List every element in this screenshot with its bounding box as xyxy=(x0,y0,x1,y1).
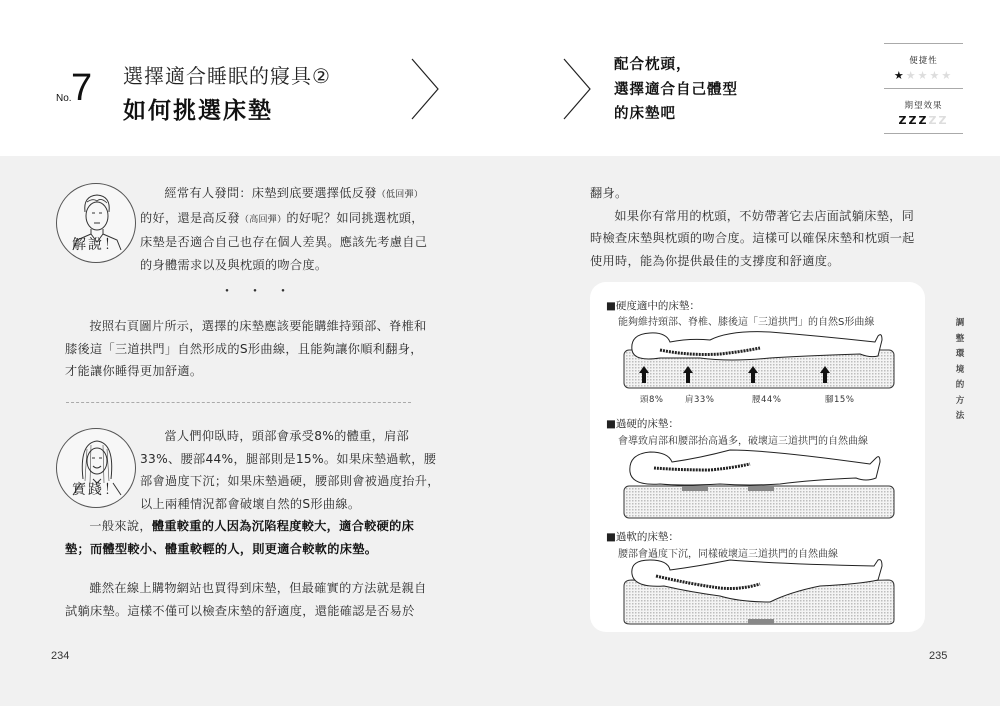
zzz-icon: Z xyxy=(908,114,919,127)
figure-section-desc: 會導致肩部和腰部抬高過多，破壞這三道拱門的自然曲線 xyxy=(618,436,868,447)
practice-paragraph: 當人們仰臥時，頭部會承受8%的體重，肩部33%、腰部44%，腿部則是15%。如果床墊過軟，腰部會過度下沉；如果床墊過硬，腰部則會被過度抬升，以上兩種情況都會破壞自然的S形曲線。 xyxy=(140,429,440,511)
figure-section-desc: 腰部會過度下沉，同樣破壞這三道拱門的自然曲線 xyxy=(618,549,838,560)
page-number-right: 235 xyxy=(929,650,948,662)
star-icon: ★ xyxy=(893,69,906,82)
figure-section-title: ■過軟的床墊： xyxy=(606,531,679,543)
emphasized-text: 體重較重的人因為沉陷程度較大，適合較硬的床墊；而體型較小、體重較輕的人，則更適合較軟的床墊。 xyxy=(65,519,415,556)
mattress-figure-card xyxy=(590,282,925,632)
chapter-side-tab: 調 整 環 境 的 方 法 xyxy=(955,318,965,421)
zzz-icon: Z xyxy=(928,114,939,127)
explain-paragraph: 經常有人發問：床墊到底要選擇低反發（低回彈）的好，還是高反發（高回彈）的好呢？如同挑選枕頭，床墊是否適合自己也存在個人差異。應該先考慮自己的身體需求以及與枕頭的吻合度。 xyxy=(140,186,428,272)
pressure-label-shoulder: 肩33% xyxy=(685,395,715,405)
tagline-line: 選擇適合自己體型 xyxy=(614,81,738,98)
star-icon: ★ xyxy=(929,69,942,82)
figure-section-title: ■硬度適中的床墊： xyxy=(606,300,700,312)
medium-mattress-diagram xyxy=(620,328,902,396)
zzz-rating xyxy=(884,114,963,127)
chapter-number: 7 xyxy=(71,67,93,109)
general-paragraph: 一般來說，體重較重的人因為沉陷程度較大，適合較硬的床墊；而體型較小、體重較輕的人，則更適合較軟的床墊。 xyxy=(65,519,415,556)
pressure-label-legs: 腳15% xyxy=(825,395,855,405)
right-intro-paragraph: 翻身。 如果你有常用的枕頭，不妨帶著它去店面試躺床墊，同時檢查床墊與枕頭的吻合度。這樣可以確保床墊和枕頭一起使用時，能為你提供最佳的支撐度和舒適度。 xyxy=(590,186,915,268)
chevron-right-icon xyxy=(562,58,592,120)
dashed-divider xyxy=(66,402,411,403)
rating-expected-effect xyxy=(884,89,963,133)
rating-label: 便捷性 xyxy=(909,56,938,66)
avatar-explain xyxy=(56,183,136,263)
zzz-icon: Z xyxy=(918,114,929,127)
rating-panel xyxy=(884,43,963,134)
star-rating xyxy=(884,69,963,82)
online-paragraph: 雖然在線上購物網站也買得到床墊，但最確實的方法就是親自試躺床墊。這樣不僅可以檢查床墊的舒適度，還能確認是否易於 xyxy=(65,581,427,618)
pressure-label-head: 頭8% xyxy=(640,395,664,405)
chapter-header xyxy=(0,0,1000,156)
figure-section-desc: 能夠維持頸部、脊椎、膝後這「三道拱門」的自然S形曲線 xyxy=(618,317,875,328)
firm-mattress-diagram xyxy=(620,446,902,526)
chapter-number-prefix: No. xyxy=(56,93,72,104)
chevron-right-icon xyxy=(410,58,440,120)
rating-convenience xyxy=(884,44,963,88)
page-number-left: 234 xyxy=(51,650,70,662)
pressure-label-waist: 腰44% xyxy=(752,395,782,405)
star-icon: ★ xyxy=(905,69,918,82)
avatar-practice xyxy=(56,428,136,508)
tagline-line: 配合枕頭， xyxy=(614,57,692,73)
chapter-subtitle: 選擇適合睡眠的寢具② xyxy=(123,64,331,88)
explain-badge: 解說！ xyxy=(72,237,120,253)
zzz-icon: Z xyxy=(938,114,949,127)
follow-paragraph: 按照右頁圖片所示，選擇的床墊應該要能購維持頸部、脊椎和膝後這「三道拱門」自然形成的S形曲線，且能夠讓你順利翻身，才能讓你睡得更加舒適。 xyxy=(65,319,427,378)
practice-badge: 實踐！ xyxy=(72,482,120,498)
tagline-line: 的床墊吧 xyxy=(614,106,676,122)
soft-mattress-diagram xyxy=(620,558,902,628)
star-icon: ★ xyxy=(941,69,954,82)
chapter-title: 如何挑選床墊 xyxy=(123,98,273,124)
rating-label: 期望效果 xyxy=(904,101,943,111)
zzz-icon: Z xyxy=(898,114,909,127)
chapter-tagline xyxy=(614,53,738,127)
figure-section-title: ■過硬的床墊： xyxy=(606,418,679,430)
divider xyxy=(884,133,963,134)
star-icon: ★ xyxy=(917,69,930,82)
section-break-dots: ・・・ xyxy=(220,284,304,300)
